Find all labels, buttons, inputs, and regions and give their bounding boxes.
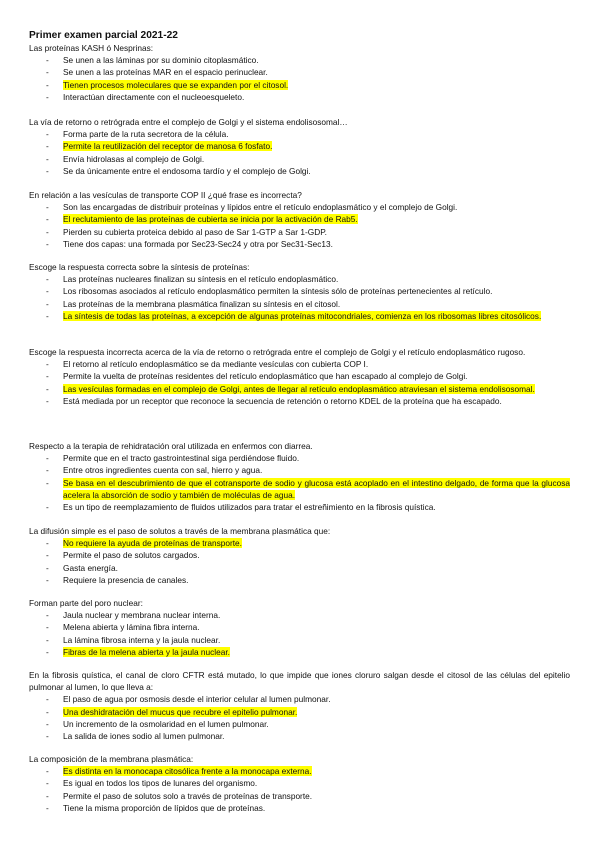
option-c: - Permite el paso de solutos solo a través de proteínas de transporte. <box>29 790 570 802</box>
question-stem: La composición de la membrana plasmática: <box>29 754 194 764</box>
question-8 <box>29 597 570 658</box>
question-2 <box>29 116 570 177</box>
option-a: - El paso de agua por osmosis desde el interior celular al lumen pulmonar. <box>29 693 570 705</box>
question-5 <box>29 346 570 407</box>
question-stem: Escoge la respuesta incorrecta acerca de la vía de retorno o retrógrada entre el complejo de Golgi y el retículo endoplasmático rugoso. <box>29 347 526 357</box>
question-stem: La vía de retorno o retrógrada entre el complejo de Golgi y el sistema endolisosomal… <box>29 117 348 127</box>
option-a: - Se unen a las láminas por su dominio citoplasmático. <box>29 54 570 66</box>
page-title: Primer examen parcial 2021-22 <box>29 30 178 41</box>
options-list <box>29 128 570 177</box>
highlighted-answer: Fibras de la melena abierta y la jaula nuclear. <box>63 646 230 657</box>
question-stem: En relación a las vesículas de transporte COP II ¿qué frase es incorrecta? <box>29 190 302 200</box>
question-stem: La difusión simple es el paso de solutos a través de la membrana plasmática que: <box>29 526 331 536</box>
options-list <box>29 201 570 250</box>
option-d: - La salida de iones sodio al lumen pulmonar. <box>29 730 570 742</box>
highlighted-answer: Se basa en el descubrimiento de que el cotransporte de sodio y glucosa está acoplado en el intestino delgado, de forma que la glucosa acelera la absorción de sodio y también de moléculas de agua. <box>63 477 570 500</box>
option-b: - Melena abierta y lámina fibra interna. <box>29 621 570 633</box>
question-7 <box>29 525 570 586</box>
option-a: - Forma parte de la ruta secretora de la célula. <box>29 128 570 140</box>
options-list <box>29 54 570 103</box>
question-4 <box>29 261 570 322</box>
highlighted-answer: Es distinta en la monocapa citosólica frente a la monocapa externa. <box>63 766 312 777</box>
highlighted-answer: Las vesículas formadas en el complejo de Golgi, antes de llegar al retículo endoplasmático atraviesan el sistema endolisosomal. <box>63 383 535 394</box>
highlighted-answer: El reclutamiento de las proteínas de cubierta se inicia por la activación de Rab5. <box>63 214 358 225</box>
question-stem: Respecto a la terapia de rehidratación oral utilizada en enfermos con diarrea. <box>29 441 313 451</box>
option-b: - Permite el paso de solutos cargados. <box>29 549 570 561</box>
option-d: - Tiene dos capas: una formada por Sec23-Sec24 y otra por Sec31-Sec13. <box>29 238 570 250</box>
options-list <box>29 273 570 322</box>
question-10 <box>29 753 570 814</box>
option-a: - Las proteínas nucleares finalizan su síntesis en el retículo endoplasmático. <box>29 273 570 285</box>
option-c: - Las proteínas de la membrana plasmática finalizan su síntesis en el citosol. <box>29 298 570 310</box>
option-c-correct <box>29 477 570 501</box>
option-a: - Jaula nuclear y membrana nuclear interna. <box>29 609 570 621</box>
question-stem: En la fibrosis quística, el canal de cloro CFTR está mutado, lo que impide que iones cloruro salgan desde el citosol de las células del epitelio pulmonar al lumen, lo que lleva a: <box>29 670 570 693</box>
question-3 <box>29 189 570 250</box>
option-c-correct <box>29 383 570 395</box>
option-d: - Se da únicamente entre el endosoma tardío y el complejo de Golgi. <box>29 165 570 177</box>
option-b: - Permite la vuelta de proteínas residentes del retículo endoplasmático que han escapado al complejo de Golgi. <box>29 370 570 382</box>
options-list <box>29 765 570 814</box>
question-1 <box>29 42 570 103</box>
question-9 <box>29 669 570 742</box>
options-list <box>29 609 570 658</box>
option-d-correct <box>29 310 570 322</box>
options-list <box>29 452 570 513</box>
option-a: - Son las encargadas de distribuir proteínas y lípidos entre el retículo endoplasmático y el complejo de Golgi. <box>29 201 570 213</box>
options-list <box>29 358 570 407</box>
option-a-correct <box>29 537 570 549</box>
highlighted-answer: Una deshidratación del mucus que recubre el epitelio pulmonar. <box>63 706 298 717</box>
question-stem: Forman parte del poro nuclear: <box>29 598 143 608</box>
option-c: - Pierden su cubierta proteica debido al paso de Sar 1-GTP a Sar 1-GDP. <box>29 226 570 238</box>
option-a: - Permite que en el tracto gastrointestinal siga perdiéndose fluido. <box>29 452 570 464</box>
option-d: - Está mediada por un receptor que reconoce la secuencia de retención o retorno KDEL de la proteína que ha escapado. <box>29 395 570 407</box>
options-list <box>29 693 570 742</box>
highlighted-answer: La síntesis de todas las proteínas, a excepción de algunas proteínas mitocondriales, comienza en los ribosomas libres citosólicos. <box>63 310 542 321</box>
option-b-correct <box>29 706 570 718</box>
option-c: - Gasta energía. <box>29 562 570 574</box>
highlighted-answer: Permite la reutilización del receptor de manosa 6 fosfato. <box>63 141 273 152</box>
question-stem: Las proteínas KASH ó Nesprinas: <box>29 43 154 53</box>
option-b-correct <box>29 140 570 152</box>
option-c: - La lámina fibrosa interna y la jaula nuclear. <box>29 634 570 646</box>
option-b: - Es igual en todos los tipos de lunares del organismo. <box>29 777 570 789</box>
option-d: - Tiene la misma proporción de lípidos que de proteínas. <box>29 802 570 814</box>
option-b: - Los ribosomas asociados al retículo endoplasmático permiten la síntesis sólo de proteínas pertenecientes al retículo. <box>29 285 570 297</box>
option-c: - Un incremento de la osmolaridad en el lumen pulmonar. <box>29 718 570 730</box>
option-b-correct <box>29 213 570 225</box>
option-d: - Es un tipo de reemplazamiento de fluidos utilizados para tratar el estreñimiento en la fibrosis quística. <box>29 501 570 513</box>
option-b: - Se unen a las proteínas MAR en el espacio perinuclear. <box>29 66 570 78</box>
highlighted-answer: No requiere la ayuda de proteínas de transporte. <box>63 538 242 549</box>
option-b: - Entre otros ingredientes cuenta con sal, hierro y agua. <box>29 464 570 476</box>
question-6 <box>29 440 570 513</box>
options-list <box>29 537 570 586</box>
option-c: - Envía hidrolasas al complejo de Golgi. <box>29 153 570 165</box>
option-d: - Requiere la presencia de canales. <box>29 574 570 586</box>
option-d: - Interactúan directamente con el nucleoesqueleto. <box>29 91 570 103</box>
option-c-correct <box>29 79 570 91</box>
option-d-correct <box>29 646 570 658</box>
question-stem: Escoge la respuesta correcta sobre la síntesis de proteínas: <box>29 262 250 272</box>
option-a-correct <box>29 765 570 777</box>
highlighted-answer: Tienen procesos moleculares que se expanden por el citosol. <box>63 79 289 90</box>
option-a: - El retorno al retículo endoplasmático se da mediante vesículas con cubierta COP I. <box>29 358 570 370</box>
